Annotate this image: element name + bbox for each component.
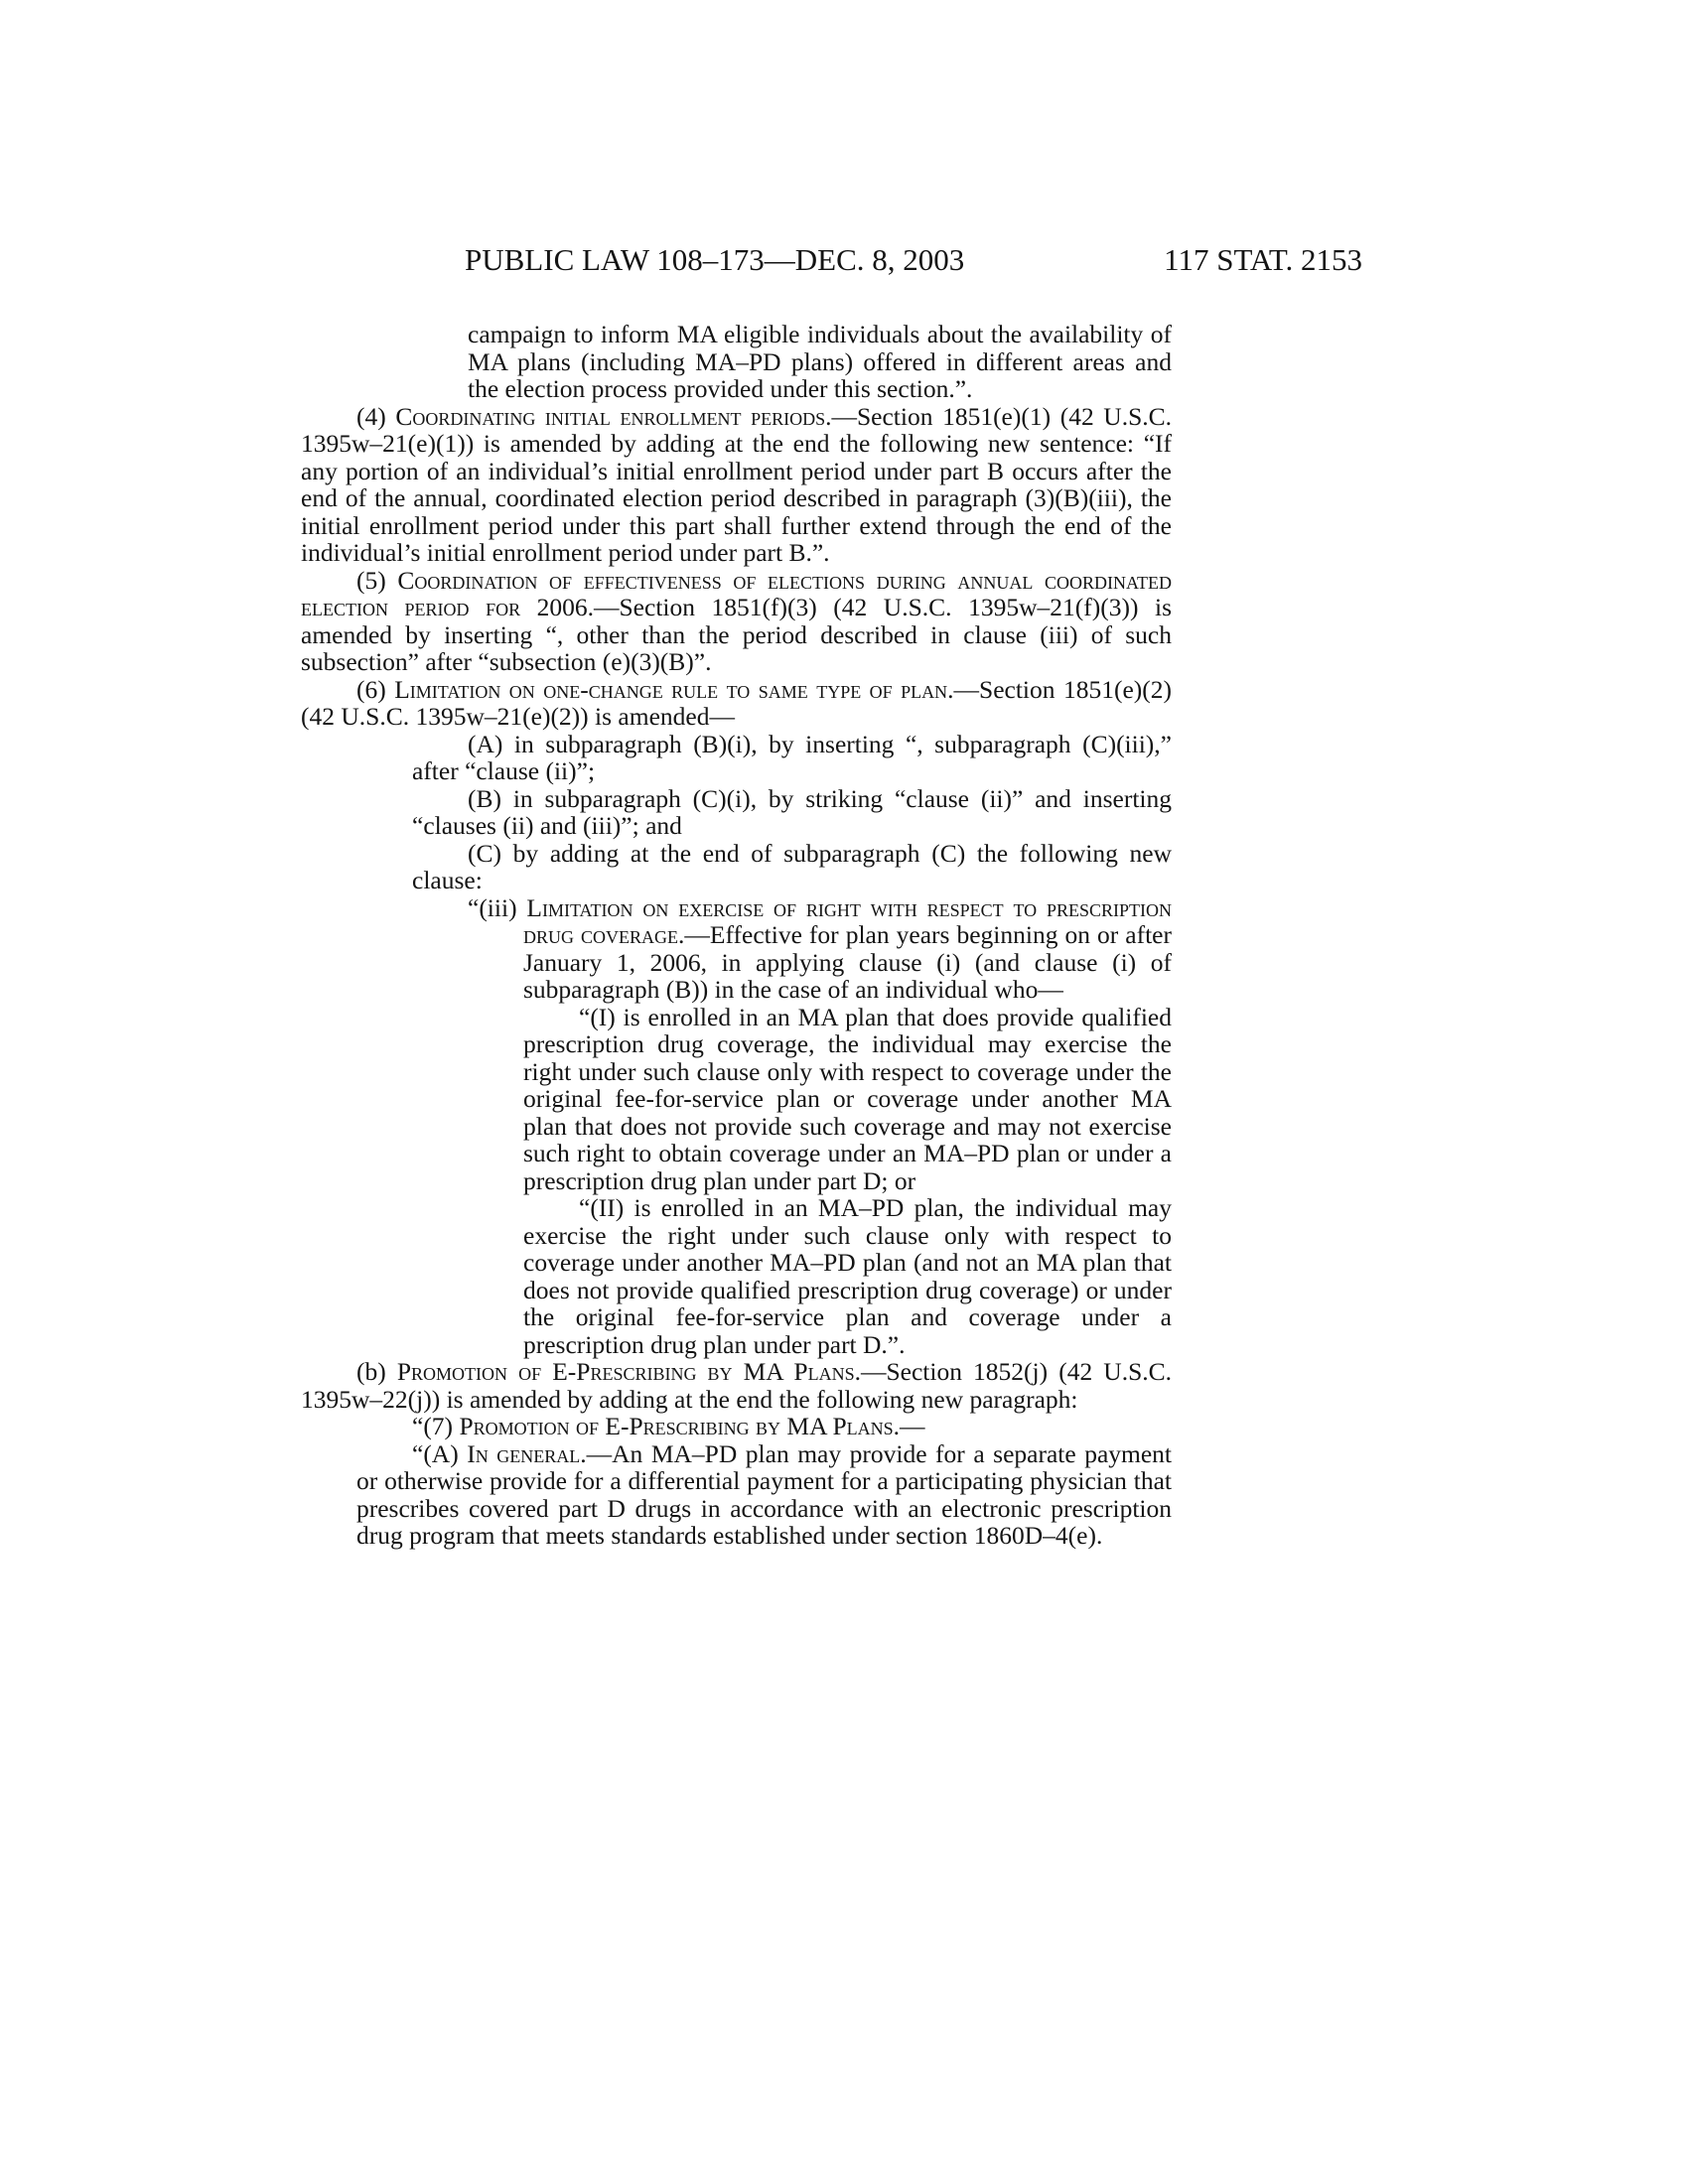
subparagraph-c <box>301 840 1172 894</box>
subparagraph-b <box>301 785 1172 840</box>
paragraph-6-limitation-one-change <box>301 676 1172 731</box>
paragraph-text: “(I) is enrolled in an MA plan that does provide qualified prescription drug coverage, the individual may exercise the right under such clause only with respect to coverage under the original fee-for-service plan or coverage under another MA plan that does not provide such coverage and may not exercise such right to obtain coverage under an MA–PD plan or under a prescription drug plan under part D; or <box>523 1002 1172 1195</box>
clause-iii-limitation <box>301 894 1172 1004</box>
paragraph-text: —Section 1851(e)(2) (42 U.S.C. 1395w–21(e)(2)) is amended— <box>301 674 1172 731</box>
paragraph-number: (6) <box>356 674 395 704</box>
paragraph-text: —Section 1851(e)(1) (42 U.S.C. 1395w–21(e)(1)) is amended by adding at the end the following new sentence: “If any portion of an individual’s initial enrollment period under part B occurs after the end of the annual, coordinated election period described in paragraph (3)(B)(iii), the initial enrollment period under this part shall further extend through the end of the individual’s initial enrollment period under part B.”. <box>301 401 1173 567</box>
subsection-b-promotion <box>301 1358 1172 1413</box>
paragraph-heading: Coordination of effectiveness of elections during annual coordinated election period for 2006. <box>301 565 1172 621</box>
paragraph-text: (B) in subparagraph (C)(i), by striking “clause (ii)” and inserting “clauses (ii) and (iii)”; and <box>412 783 1172 840</box>
paragraph-number: (b) <box>356 1357 397 1386</box>
paragraph-text: — <box>900 1412 925 1440</box>
paragraph-text: campaign to inform MA eligible individuals about the availability of MA plans (including MA–PD plans) offered in different areas and the election process provided under this section.”. <box>468 320 1172 403</box>
paragraph-number: “(iii) <box>468 892 527 922</box>
paragraph-text: —Effective for plan years beginning on or after January 1, 2006, in applying clause (i) (and clause (i) of subparagraph (B)) in the case of an individual who— <box>523 920 1172 1004</box>
subparagraph-a-in-general <box>301 1440 1172 1550</box>
paragraph-text: “(II) is enrolled in an MA–PD plan, the individual may exercise the right under such clause only with respect to coverage under another MA–PD plan (and not an MA plan that does not provide qualified prescription drug coverage) or under the original fee-for-service plan and coverage under a prescription drug plan under part D.”. <box>523 1193 1172 1359</box>
paragraph-5-coordination-effectiveness <box>301 567 1172 676</box>
running-header <box>0 240 1688 280</box>
paragraph-text: —Section 1852(j) (42 U.S.C. 1395w–22(j)) is amended by adding at the end the following new paragraph: <box>301 1357 1173 1414</box>
paragraph-heading: In general. <box>467 1438 587 1468</box>
subclause-II <box>301 1194 1172 1358</box>
paragraph-number: “(A) <box>412 1438 468 1468</box>
paragraph-heading: Promotion of E-Prescribing by MA Plans. <box>459 1412 901 1440</box>
subclause-I <box>301 1004 1172 1195</box>
paragraph-4-coordinating-enrollment <box>301 403 1172 567</box>
paragraph-number: (5) <box>356 565 398 595</box>
paragraph-text: —An MA–PD plan may provide for a separate payment or otherwise provide for a differential payment for a participating physician that prescribes covered part D drugs in accordance with an electronic prescription drug program that meets standards established under section 1860D–4(e). <box>356 1438 1173 1550</box>
header-title: PUBLIC LAW 108–173—DEC. 8, 2003 <box>465 242 965 277</box>
paragraph-campaign-continuation <box>301 321 1172 403</box>
paragraph-number: “(7) <box>412 1412 460 1440</box>
paragraph-heading: Coordinating initial enrollment periods. <box>395 401 832 431</box>
paragraph-heading: Promotion of E-Prescribing by MA Plans. <box>396 1357 861 1386</box>
paragraph-text: (A) in subparagraph (B)(i), by inserting “, subparagraph (C)(iii),” after “clause (ii)”; <box>412 729 1172 785</box>
paragraph-7-promotion <box>301 1413 1172 1440</box>
paragraph-heading: Limitation on one-change rule to same type of plan. <box>394 674 954 704</box>
paragraph-heading: Limitation on exercise of right with respect to prescription drug coverage. <box>523 892 1172 949</box>
paragraph-text: —Section 1851(f)(3) (42 U.S.C. 1395w–21(f)(3)) is amended by inserting “, other than the period described in clause (iii) of such subsection” after “subsection (e)(3)(B)”. <box>301 593 1172 676</box>
document-body <box>301 321 1172 1550</box>
subparagraph-a <box>301 731 1172 785</box>
paragraph-text: (C) by adding at the end of subparagraph (C) the following new clause: <box>412 838 1172 894</box>
paragraph-number: (4) <box>356 401 396 431</box>
statute-page-number: 117 STAT. 2153 <box>1164 242 1362 277</box>
